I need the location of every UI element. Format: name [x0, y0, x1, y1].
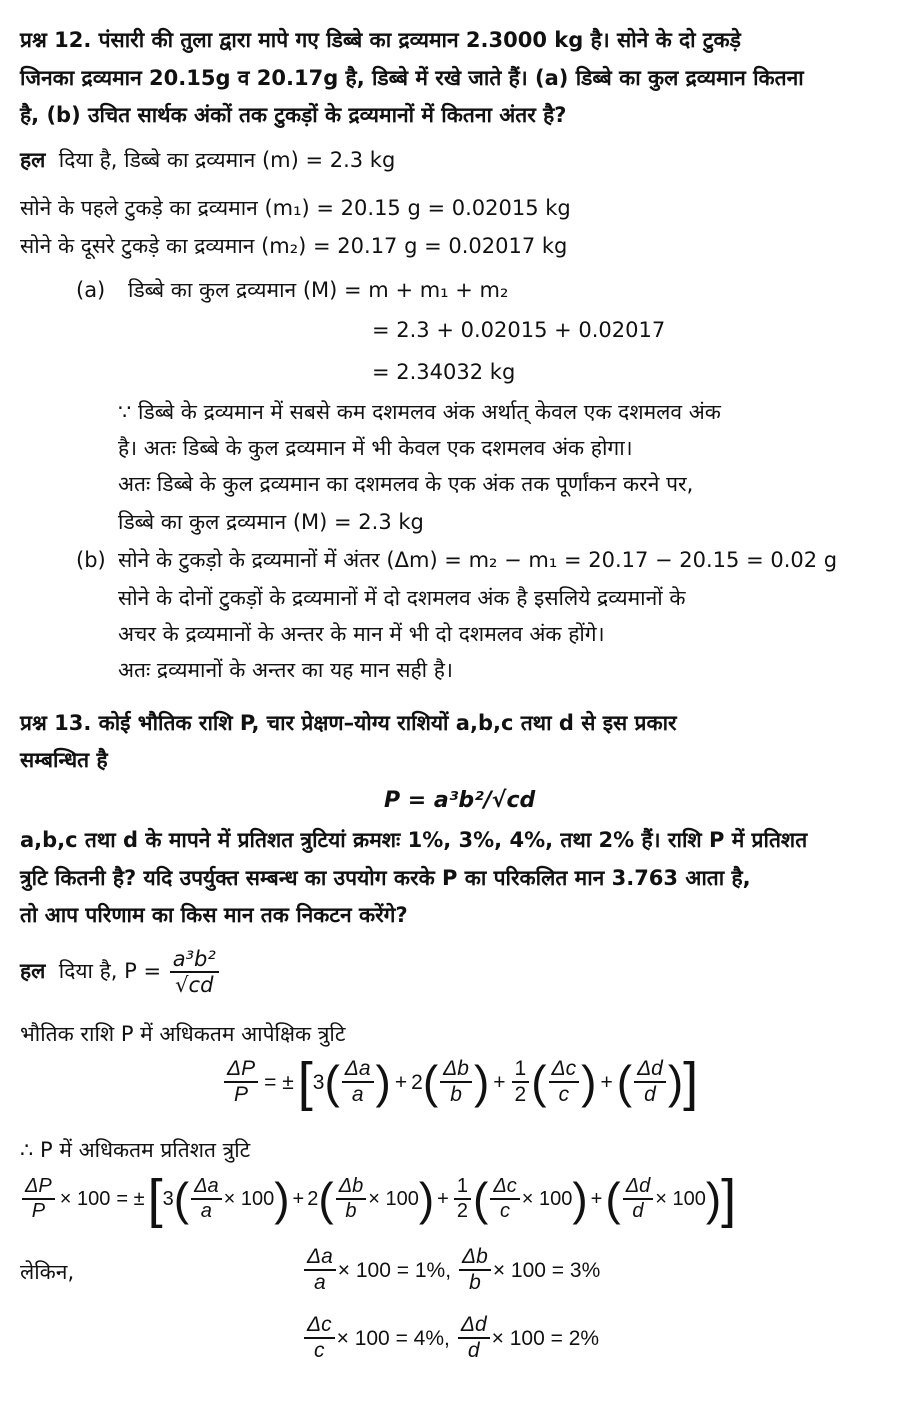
times-100: × 100	[368, 1188, 419, 1210]
sol12-b-reason-2: अचर के द्रव्यमानों के अन्तर के मान में भी दो दशमलव अंक होंगे।	[118, 622, 605, 646]
sol13-therefore-text: ∴ P में अधिकतम प्रतिशत त्रुटि	[20, 1138, 251, 1162]
paren-open: (	[472, 1173, 489, 1225]
frac-dd-d	[623, 1176, 654, 1222]
sol12-reason-1: ∵ डिब्बे के द्रव्यमान में सबसे कम दशमलव अंक अर्थात् केवल एक दशमलव अंक	[118, 400, 721, 424]
d: d	[467, 1339, 480, 1363]
d: d	[644, 1083, 656, 1106]
plus: +	[292, 1188, 305, 1210]
a: a	[351, 1083, 364, 1106]
q13-line-4: त्रुटि कितनी है? यदि उपर्युक्त सम्बन्ध का उपयोग करके P का परिकलित मान 3.763 आता है,	[20, 866, 751, 890]
dd: Δd	[458, 1314, 490, 1339]
plus: +	[493, 1070, 506, 1094]
dd: Δd	[623, 1176, 654, 1200]
coef-3: 3	[312, 1070, 325, 1094]
dd: Δd	[634, 1058, 666, 1083]
da: Δa	[304, 1246, 336, 1271]
plus: +	[600, 1070, 613, 1094]
dc: Δc	[304, 1314, 335, 1339]
q13-line-2: सम्बन्धित है	[20, 748, 108, 772]
coef-2: 2	[307, 1188, 319, 1210]
sol12-reason-4: डिब्बे का कुल द्रव्यमान (M) = 2.3 kg	[118, 510, 424, 534]
frac-da-a	[191, 1176, 222, 1222]
paren-open: (	[605, 1173, 621, 1225]
value-d: × 100 = 2%	[491, 1326, 600, 1350]
q13-line-3: a,b,c तथा d के मापने में प्रतिशत त्रुटियां क्रमशः 1%, 3%, 4%, तथा 2% हैं। राशि P में प्रतिशत	[20, 828, 808, 852]
q13-line-1: प्रश्न 13. कोई भौतिक राशि P, चार प्रेक्षण–योग्य राशियों a,b,c तथा d से इस प्रकार	[20, 711, 677, 735]
q12-line-3: है, (b) उचित सार्थक अंकों तक टुकड़ों के द्रव्यमानों में कितना अंतर है?	[20, 103, 567, 127]
sol13-given-den: √cd	[175, 973, 214, 998]
paren-close: )	[581, 1056, 597, 1108]
frac-dc-c	[549, 1058, 580, 1106]
frac-dd-d	[458, 1314, 490, 1362]
coef-3: 3	[162, 1188, 174, 1210]
P: P	[234, 1083, 249, 1106]
paren-close: )	[572, 1173, 588, 1225]
sol12-b-reason-3: अतः द्रव्यमानों के अन्तर का यह मान सही है।	[118, 658, 453, 682]
frac-dP-P-pct	[22, 1176, 55, 1222]
sol13-given-line	[20, 948, 221, 996]
paren-open: (	[531, 1056, 547, 1108]
times-100: × 100	[521, 1188, 573, 1210]
b: b	[345, 1200, 357, 1222]
sol12-a-step1: = 2.3 + 0.02015 + 0.02017	[372, 318, 666, 342]
value-a: × 100 = 1%,	[337, 1258, 452, 1282]
c: c	[558, 1083, 570, 1106]
right-bracket: ]	[721, 1169, 737, 1229]
paren-close: )	[473, 1056, 490, 1108]
frac-dP-P	[224, 1058, 258, 1106]
frac-db-b	[459, 1246, 491, 1294]
left-bracket: [	[147, 1169, 163, 1229]
plus: +	[590, 1188, 603, 1210]
dc: Δc	[490, 1176, 519, 1200]
b: b	[450, 1083, 462, 1106]
frac-dd-d	[634, 1058, 666, 1106]
sol13-values-row-1	[302, 1246, 600, 1294]
d: d	[632, 1200, 644, 1222]
q12-line-1: प्रश्न 12. पंसारी की तुला द्वारा मापे गए डिब्बे का द्रव्यमान 2.3000 kg है। सोने के दो टुकड़े	[20, 28, 741, 52]
paren-open: (	[616, 1056, 633, 1108]
sol13-rel-err-text: भौतिक राशि P में अधिकतम आपेक्षिक त्रुटि	[20, 1022, 346, 1046]
sol12-a-label: (a)	[76, 278, 106, 302]
q13-formula: P = a³b²/√cd	[384, 788, 536, 813]
sol12-hal-label: हल	[20, 148, 46, 172]
half-num: 1	[454, 1176, 471, 1200]
half-num: 1	[512, 1058, 530, 1083]
frac-db-b	[440, 1058, 472, 1106]
da: Δa	[342, 1058, 374, 1083]
a: a	[200, 1200, 212, 1222]
paren-open: (	[422, 1056, 439, 1108]
c: c	[500, 1200, 511, 1222]
paren-close: )	[667, 1056, 684, 1108]
frac-half	[454, 1176, 471, 1222]
c: c	[314, 1339, 325, 1363]
eq-pm: = ±	[116, 1188, 145, 1210]
sol13-values-row-2	[302, 1314, 599, 1362]
times-100: × 100	[655, 1188, 706, 1210]
sol12-b-line: सोने के टुकड़ो के द्रव्यमानों में अंतर (Δm) = m₂ − m₁ = 20.17 − 20.15 = 0.02 g	[118, 548, 838, 572]
half-den: 2	[514, 1083, 527, 1106]
left-bracket: [	[297, 1052, 313, 1112]
sol12-reason-2: है। अतः डिब्बे के कुल द्रव्यमान में भी केवल एक दशमलव अंक होगा।	[118, 436, 633, 460]
sol13-given-fraction	[170, 948, 219, 996]
sol13-given: दिया है, P =	[58, 959, 162, 984]
sol13-hal-label: हल	[20, 959, 46, 984]
frac-db-b	[336, 1176, 367, 1222]
sol12-b-reason-1: सोने के दोनों टुकड़ों के द्रव्यमानों में दो दशमलव अंक है इसलिये द्रव्यमानों के	[118, 586, 686, 610]
paren-open: (	[173, 1173, 190, 1225]
plus: +	[437, 1188, 449, 1210]
paren-close: )	[418, 1173, 435, 1225]
sol13-pct-err-eq	[20, 1169, 737, 1229]
db: Δb	[459, 1246, 491, 1271]
frac-da-a	[304, 1246, 336, 1294]
value-b: × 100 = 3%	[492, 1258, 601, 1282]
sol12-reason-3: अतः डिब्बे के कुल द्रव्यमान का दशमलव के एक अंक तक पूर्णांकन करने पर,	[118, 472, 694, 496]
b: b	[469, 1271, 481, 1295]
sol12-b-label: (b)	[76, 548, 106, 572]
dP: ΔP	[22, 1176, 55, 1200]
plus: +	[394, 1070, 408, 1094]
q13-line-5: तो आप परिणाम का किस मान तक निकटन करेंगे?	[20, 903, 408, 927]
dc: Δc	[549, 1058, 580, 1083]
frac-half	[512, 1058, 530, 1106]
sol12-m1: सोने के पहले टुकड़े का द्रव्यमान (m₁) = 20.15 g = 0.02015 kg	[20, 196, 571, 220]
paren-open: (	[318, 1173, 334, 1225]
paren-close: )	[375, 1056, 391, 1108]
sol13-rel-err-eq	[222, 1052, 699, 1112]
value-c: × 100 = 4%,	[336, 1326, 450, 1350]
P: P	[31, 1200, 46, 1222]
times-100: × 100	[59, 1188, 111, 1210]
sol12-a-line: डिब्बे का कुल द्रव्यमान (M) = m + m₁ + m₂	[128, 278, 509, 302]
dP: ΔP	[224, 1058, 258, 1083]
sol13-given-num: a³b²	[170, 948, 219, 973]
frac-dc-c	[304, 1314, 335, 1362]
eq-pm: = ±	[264, 1070, 294, 1094]
sol13-lekin: लेकिन,	[20, 1260, 75, 1284]
frac-da-a	[342, 1058, 374, 1106]
db: Δb	[336, 1176, 367, 1200]
coef-2: 2	[411, 1070, 423, 1094]
q12-line-2: जिनका द्रव्यमान 20.15g व 20.17g है, डिब्बे में रखे जाते हैं। (a) डिब्बे का कुल द्रव्यमान कितना	[20, 66, 804, 90]
sol12-given-line	[20, 150, 395, 171]
times-100: × 100	[223, 1188, 275, 1210]
half-den: 2	[456, 1200, 468, 1222]
frac-dc-c	[490, 1176, 519, 1222]
paren-close: )	[705, 1173, 722, 1225]
paren-close: )	[274, 1173, 290, 1225]
right-bracket: ]	[683, 1052, 699, 1112]
sol12-m2: सोने के दूसरे टुकड़े का द्रव्यमान (m₂) = 20.17 g = 0.02017 kg	[20, 234, 568, 258]
sol12-given: दिया है, डिब्बे का द्रव्यमान (m) = 2.3 kg	[58, 148, 396, 172]
a: a	[314, 1271, 326, 1295]
sol12-a-step2: = 2.34032 kg	[372, 360, 516, 384]
paren-open: (	[324, 1056, 340, 1108]
db: Δb	[440, 1058, 472, 1083]
da: Δa	[191, 1176, 222, 1200]
